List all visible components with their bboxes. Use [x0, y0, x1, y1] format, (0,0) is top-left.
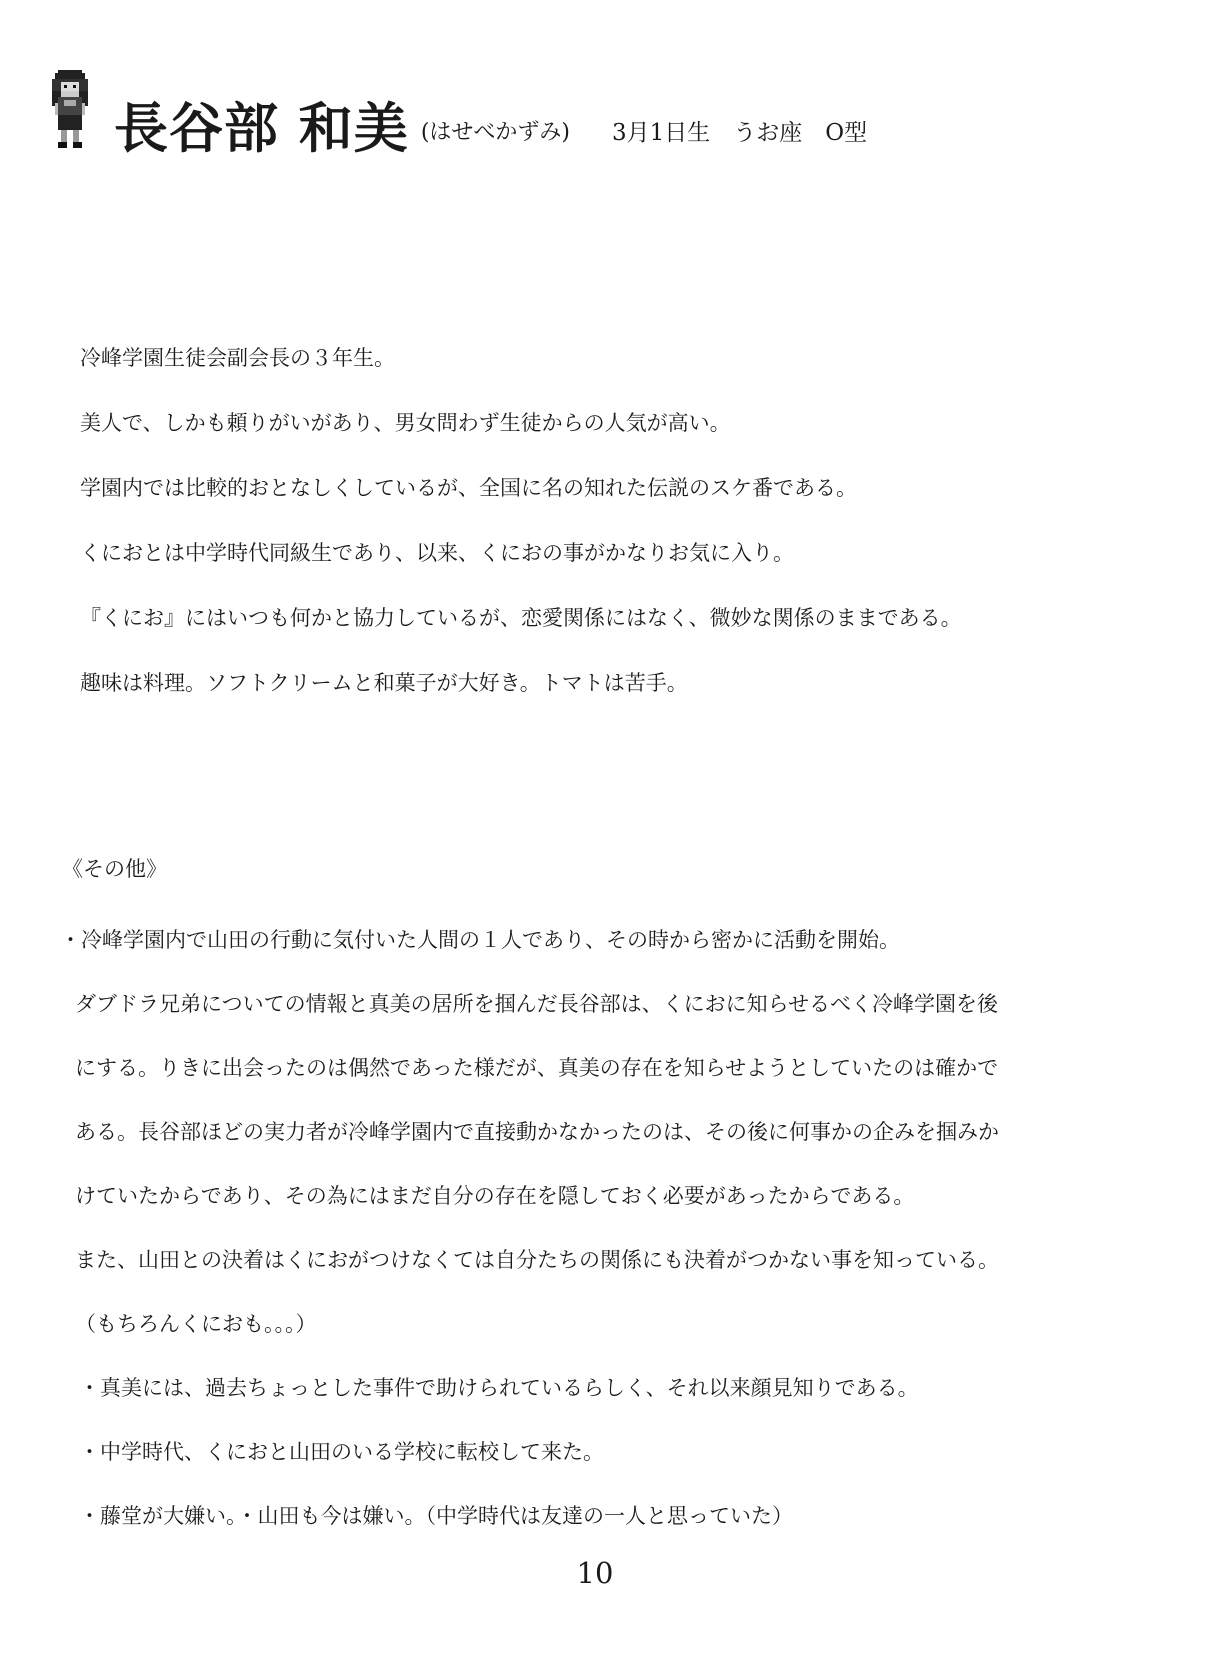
profile-header — [52, 66, 868, 160]
bio-line: くにおとは中学時代同級生であり、以来、くにおの事がかなりお気に入り。 — [80, 541, 794, 565]
bio-line: 学園内では比較的おとなしくしているが、全国に名の知れた伝説のスケ番である。 — [80, 476, 857, 500]
other-paragraph-line: けていたからであり、その為にはまだ自分の存在を隠しておく必要があったからである。 — [75, 1184, 915, 1208]
name-reading: (はせべかずみ) — [420, 120, 570, 145]
other-bullet: ・真美には、過去ちょっとした事件で助けられているらしく、それ以来顔見知りである。 — [79, 1376, 919, 1400]
other-heading: 《その他》 — [62, 857, 167, 881]
character-sprite-icon — [52, 70, 88, 148]
other-paragraph-line: にする。りきに出会ったのは偶然であった様だが、真美の存在を知らせようとしていたのは確かで — [75, 1056, 999, 1080]
other-paragraph-line: ・冷峰学園内で山田の行動に気付いた人間の１人であり、その時から密かに活動を開始。 — [60, 928, 900, 952]
other-paragraph-line: また、山田との決着はくにおがつけなくては自分たちの関係にも決着がつかない事を知っている。 — [75, 1248, 999, 1272]
character-name: 長谷部 和美 — [114, 97, 409, 160]
bio-line: 冷峰学園生徒会副会長の３年生。 — [80, 346, 395, 370]
bio-line: 『くにお』にはいつも何かと協力しているが、恋愛関係にはなく、微妙な関係のままである。 — [80, 606, 962, 630]
bio-section — [80, 326, 1180, 716]
page-number: 10 — [576, 1556, 614, 1590]
other-section — [60, 908, 1170, 1548]
bio-line: 美人で、しかも頼りがいがあり、男女問わず生徒からの人気が高い。 — [80, 411, 731, 435]
birth-info: 3月1日生 うお座 O型 — [611, 120, 868, 146]
other-bullet: ・中学時代、くにおと山田のいる学校に転校して来た。 — [79, 1440, 604, 1464]
other-paragraph-line: ある。長谷部ほどの実力者が冷峰学園内で直接動かなかったのは、その後に何事かの企みを掴みか — [75, 1120, 999, 1144]
other-paragraph-line: （もちろんくにおも。。。） — [75, 1312, 317, 1336]
other-paragraph-line: ダブドラ兄弟についての情報と真美の居所を掴んだ長谷部は、くにおに知らせるべく冷峰学園を後 — [75, 992, 998, 1016]
bio-line: 趣味は料理。ソフトクリームと和菓子が大好き。トマトは苦手。 — [80, 671, 688, 695]
other-bullet: ・藤堂が大嫌い。・山田も今は嫌い。（中学時代は友達の一人と思っていた） — [79, 1504, 793, 1528]
